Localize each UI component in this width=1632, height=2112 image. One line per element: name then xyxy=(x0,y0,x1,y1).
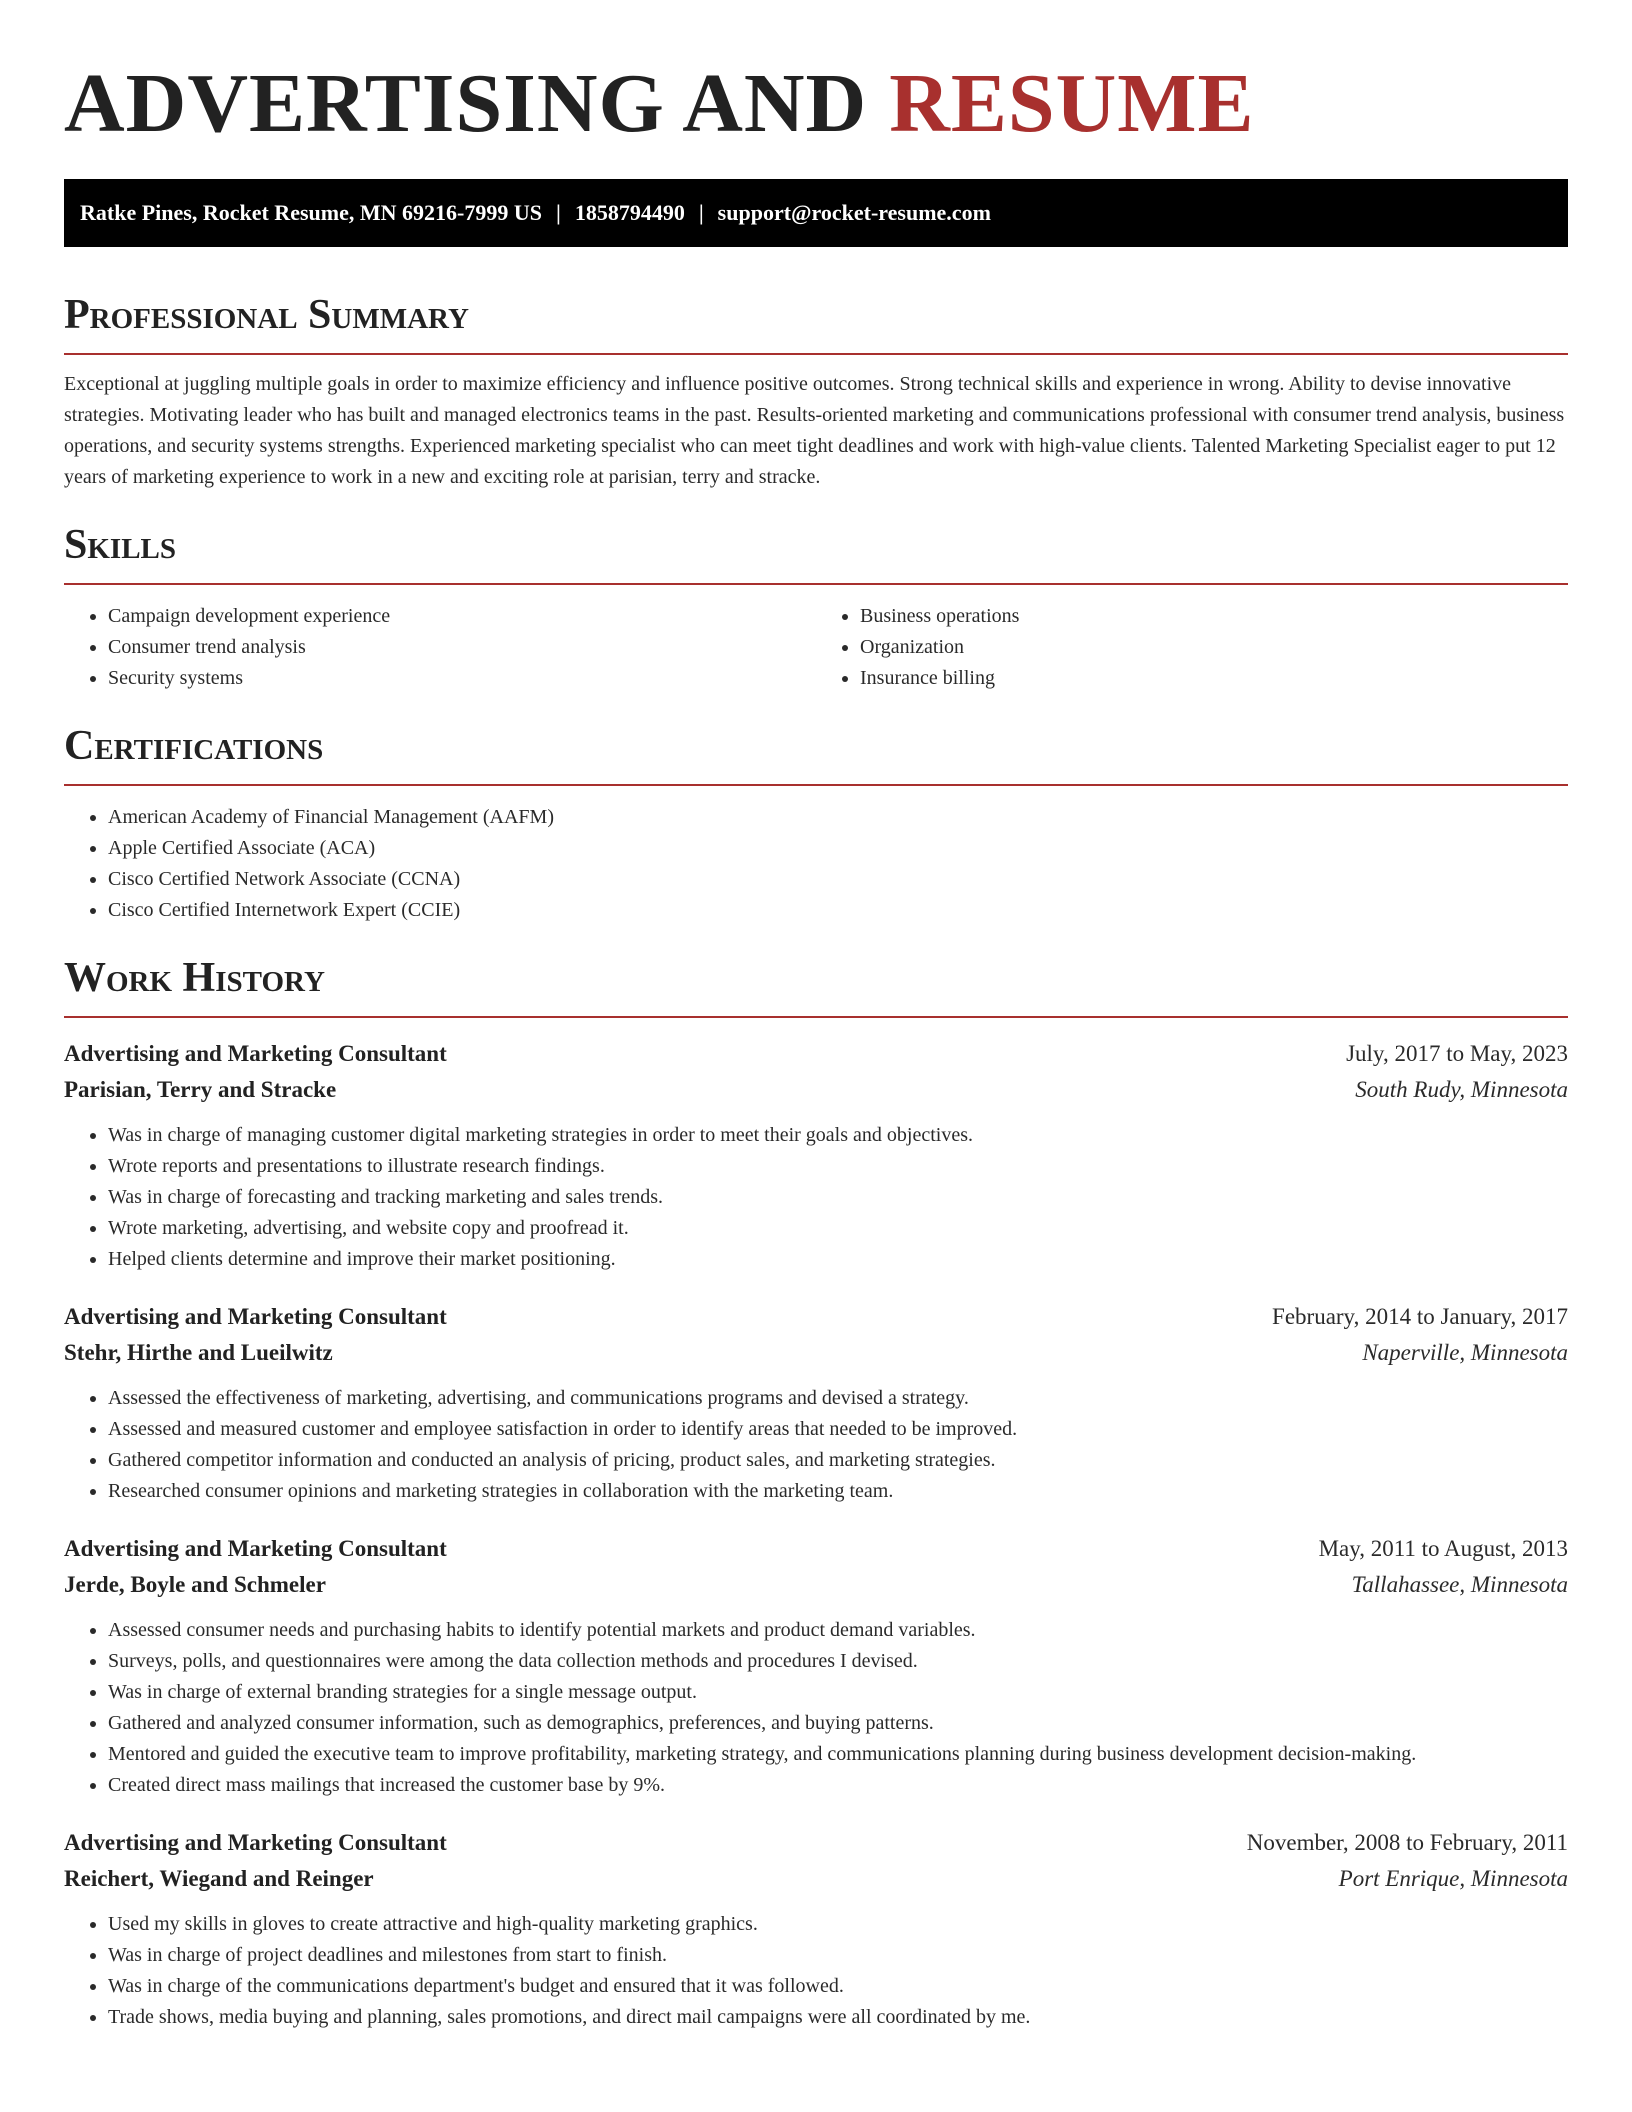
job-company: Jerde, Boyle and Schmeler xyxy=(64,1572,326,1597)
section-title-work-history: Work History xyxy=(64,952,1568,1018)
job-dates: November, 2008 to February, 2011 xyxy=(1246,1830,1568,1855)
job-bullet: • Wrote reports and presentations to illustrate research findings. xyxy=(108,1151,1568,1182)
skills-list-left xyxy=(64,601,816,694)
job-dates: July, 2017 to May, 2023 xyxy=(1346,1041,1568,1066)
skill-item: • Security systems xyxy=(108,663,816,694)
job-bullet: • Created direct mass mailings that increased the customer base by 9%. xyxy=(108,1770,1568,1801)
job-bullet: • Mentored and guided the executive team to improve profitability, marketing strategy, and communications planning during business development decision-making. xyxy=(108,1739,1568,1770)
job-entry xyxy=(64,1299,1568,1507)
job-title-row xyxy=(64,1036,1568,1072)
job-bullets xyxy=(64,1909,1568,2033)
job-bullets xyxy=(64,1383,1568,1507)
job-company: Parisian, Terry and Stracke xyxy=(64,1077,337,1102)
certification-item: • Cisco Certified Internetwork Expert (CCIE) xyxy=(108,895,1568,926)
contact-address: Ratke Pines, Rocket Resume, MN 69216-7999 US xyxy=(80,200,542,225)
job-bullets xyxy=(64,1120,1568,1275)
job-location: Naperville, Minnesota xyxy=(1362,1340,1568,1365)
resume-name xyxy=(64,0,1568,152)
section-title-skills: Skills xyxy=(64,519,1568,585)
contact-email: support@rocket-resume.com xyxy=(717,200,991,225)
certification-item: • American Academy of Financial Management (AAFM) xyxy=(108,802,1568,833)
skill-item: • Business operations xyxy=(860,601,1568,632)
skills-list-right xyxy=(816,601,1568,694)
job-bullet: • Was in charge of the communications department's budget and ensured that it was followed. xyxy=(108,1971,1568,2002)
job-company-row xyxy=(64,1861,1568,1897)
job-bullet: • Researched consumer opinions and marketing strategies in collaboration with the marketing team. xyxy=(108,1476,1568,1507)
job-company-row xyxy=(64,1567,1568,1603)
contact-separator: | xyxy=(555,200,561,225)
skill-item: • Campaign development experience xyxy=(108,601,816,632)
job-bullet: • Surveys, polls, and questionnaires were among the data collection methods and procedures I devised. xyxy=(108,1646,1568,1677)
job-location: Port Enrique, Minnesota xyxy=(1338,1866,1568,1891)
contact-separator: | xyxy=(698,200,704,225)
job-bullet: • Wrote marketing, advertising, and website copy and proofread it. xyxy=(108,1213,1568,1244)
job-bullet: • Gathered and analyzed consumer information, such as demographics, preferences, and buying patterns. xyxy=(108,1708,1568,1739)
job-title: Advertising and Marketing Consultant xyxy=(64,1304,447,1329)
skill-item: • Consumer trend analysis xyxy=(108,632,816,663)
job-bullet: • Was in charge of project deadlines and milestones from start to finish. xyxy=(108,1940,1568,1971)
job-bullet: • Assessed and measured customer and employee satisfaction in order to identify areas that needed to be improved. xyxy=(108,1414,1568,1445)
job-entry xyxy=(64,1036,1568,1275)
name-part2: RESUME xyxy=(889,57,1255,150)
skill-item: • Organization xyxy=(860,632,1568,663)
contact-phone: 1858794490 xyxy=(574,200,685,225)
name-part1: ADVERTISING AND xyxy=(64,57,868,150)
job-company-row xyxy=(64,1335,1568,1371)
job-entry xyxy=(64,1825,1568,2033)
job-bullet: • Was in charge of external branding strategies for a single message output. xyxy=(108,1677,1568,1708)
job-title-row xyxy=(64,1531,1568,1567)
job-company-row xyxy=(64,1072,1568,1108)
skills-grid xyxy=(64,601,1568,694)
certification-item: • Cisco Certified Network Associate (CCNA) xyxy=(108,864,1568,895)
job-bullet: • Gathered competitor information and conducted an analysis of pricing, product sales, and marketing strategies. xyxy=(108,1445,1568,1476)
job-title: Advertising and Marketing Consultant xyxy=(64,1536,447,1561)
skill-item: • Insurance billing xyxy=(860,663,1568,694)
job-bullet: • Used my skills in gloves to create attractive and high-quality marketing graphics. xyxy=(108,1909,1568,1940)
job-bullets xyxy=(64,1615,1568,1801)
section-title-certifications: Certifications xyxy=(64,720,1568,786)
job-bullet: • Trade shows, media buying and planning, sales promotions, and direct mail campaigns were all coordinated by me. xyxy=(108,2002,1568,2033)
job-bullet: • Was in charge of managing customer digital marketing strategies in order to meet their goals and objectives. xyxy=(108,1120,1568,1151)
job-title: Advertising and Marketing Consultant xyxy=(64,1041,447,1066)
job-company: Stehr, Hirthe and Lueilwitz xyxy=(64,1340,333,1365)
job-title-row xyxy=(64,1299,1568,1335)
certification-item: • Apple Certified Associate (ACA) xyxy=(108,833,1568,864)
job-bullet: • Assessed consumer needs and purchasing habits to identify potential markets and product demand variables. xyxy=(108,1615,1568,1646)
job-bullet: • Was in charge of forecasting and tracking marketing and sales trends. xyxy=(108,1182,1568,1213)
contact-bar xyxy=(64,179,1568,247)
job-dates: May, 2011 to August, 2013 xyxy=(1318,1536,1568,1561)
job-company: Reichert, Wiegand and Reinger xyxy=(64,1866,374,1891)
summary-text: Exceptional at juggling multiple goals in order to maximize efficiency and influence positive outcomes. Strong technical skills and experience in wrong. Ability to devise innovative strategies. Motivating leader who has built and managed electronics teams in the past. Results-oriented marketing and communications professional with consumer trend analysis, business operations, and security systems strengths. Experienced marketing specialist who can meet tight deadlines and work with high-value clients. Talented Marketing Specialist eager to put 12 years of marketing experience to work in a new and exciting role at parisian, terry and stracke. xyxy=(64,373,1565,488)
job-bullet: • Helped clients determine and improve their market positioning. xyxy=(108,1244,1568,1275)
job-location: South Rudy, Minnesota xyxy=(1355,1077,1568,1102)
job-dates: February, 2014 to January, 2017 xyxy=(1272,1304,1568,1329)
job-bullet: • Assessed the effectiveness of marketing, advertising, and communications programs and devised a strategy. xyxy=(108,1383,1568,1414)
work-history-list xyxy=(64,1036,1568,2033)
job-title: Advertising and Marketing Consultant xyxy=(64,1830,447,1855)
section-title-summary: Professional Summary xyxy=(64,289,1568,355)
certifications-list xyxy=(64,802,1568,926)
job-entry xyxy=(64,1531,1568,1801)
job-title-row xyxy=(64,1825,1568,1861)
job-location: Tallahassee, Minnesota xyxy=(1351,1572,1568,1597)
